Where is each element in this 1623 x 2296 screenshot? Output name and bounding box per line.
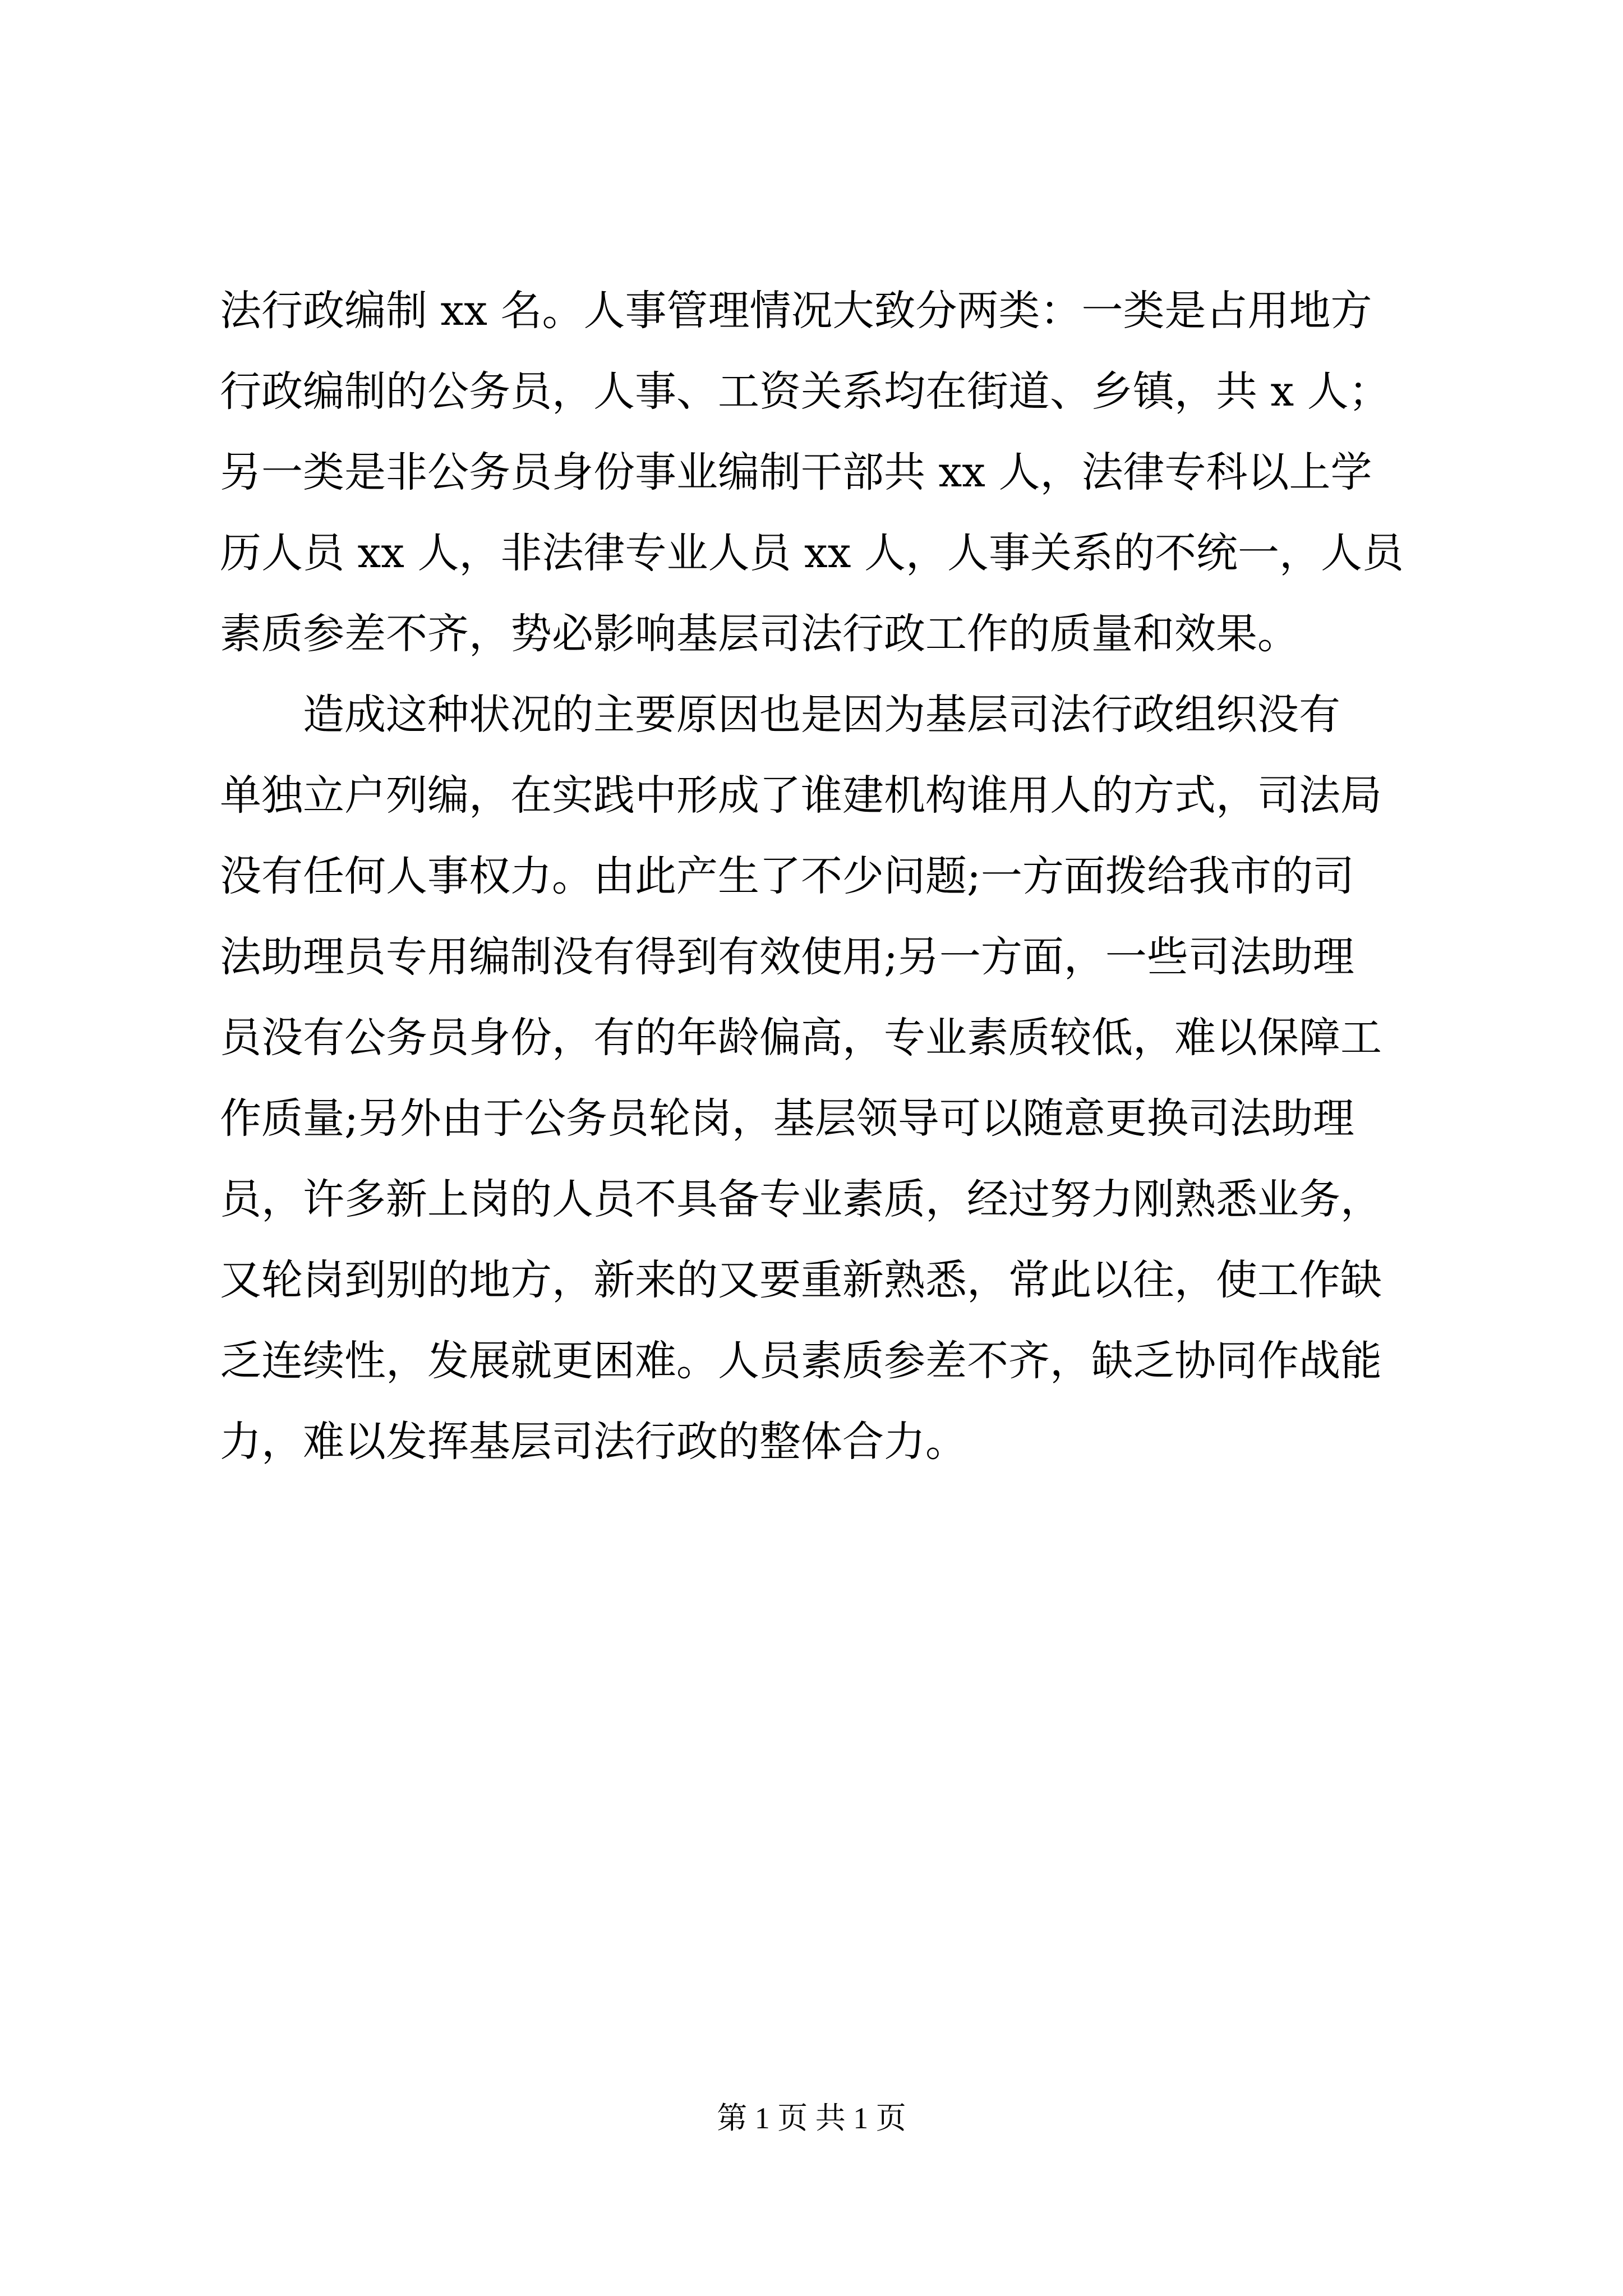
text-line: 法行政编制 xx 名。人事管理情况大致分两类：一类是占用地方 — [220, 287, 1372, 335]
text-line: 作质量;另外由于公务员轮岗，基层领导可以随意更换司法助理 — [220, 1094, 1354, 1143]
text-line: 力，难以发挥基层司法行政的整体合力。 — [220, 1418, 967, 1466]
text-line: 没有任何人事权力。由此产生了不少问题;一方面拨给我市的司 — [220, 852, 1354, 900]
text-line: 行政编制的公务员，人事、工资关系均在街道、乡镇，共 x 人； — [220, 367, 1390, 416]
text-line: 造成这种状况的主要原因也是因为基层司法行政组织没有 — [220, 691, 1340, 739]
text-line: 历人员 xx 人，非法律专业人员 xx 人，人事关系的不统一，人员 — [220, 529, 1404, 577]
text-line: 又轮岗到别的地方，新来的又要重新熟悉，常此以往，使工作缺 — [220, 1256, 1382, 1304]
text-line: 单独立户列编，在实践中形成了谁建机构谁用人的方式，司法局 — [220, 771, 1382, 820]
text-line: 员，许多新上岗的人员不具备专业素质，经过努力刚熟悉业务， — [220, 1175, 1382, 1223]
text-line: 另一类是非公务员身份事业编制干部共 xx 人，法律专科以上学 — [220, 448, 1372, 496]
body-text — [220, 270, 1420, 1482]
text-line: 乏连续性，发展就更困难。人员素质参差不齐，缺乏协同作战能 — [220, 1337, 1382, 1385]
text-line: 素质参差不齐，势必影响基层司法行政工作的质量和效果。 — [220, 610, 1299, 658]
text-line: 法助理员专用编制没有得到有效使用;另一方面，一些司法助理 — [220, 933, 1354, 981]
page-footer: 第 1 页 共 1 页 — [717, 2101, 906, 2135]
text-line: 员没有公务员身份，有的年龄偏高，专业素质较低，难以保障工 — [220, 1014, 1382, 1062]
